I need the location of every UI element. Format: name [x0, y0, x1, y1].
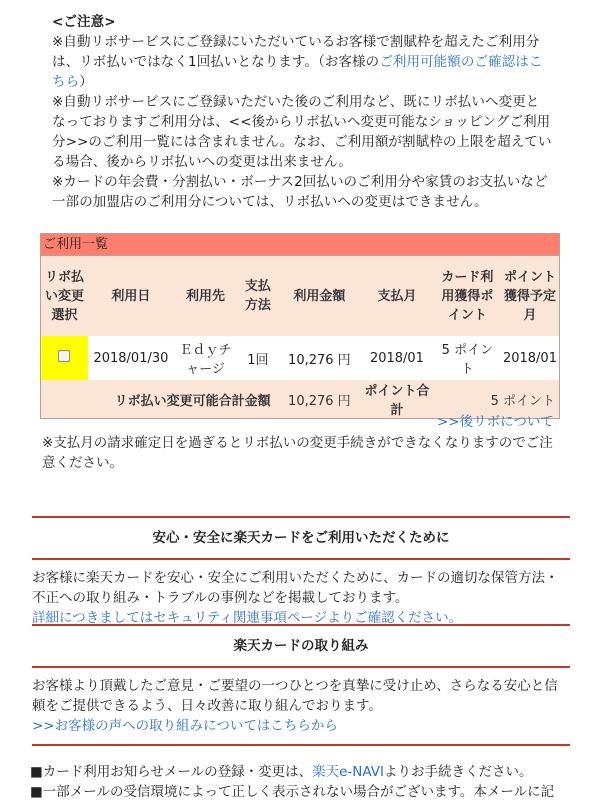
safety-text: お客様に楽天カードを安心・安全にご利用いただくために、カードの適切な保管方法・不正への取り組み・トラブルの事例などを掲載しております。 [32, 570, 559, 606]
safety-title: 安心・安全に楽天カードをご利用いただくために [152, 530, 450, 546]
notice-p1-end: ） [79, 74, 93, 90]
bottom-line-1-post: よりお手続きください。 [383, 764, 533, 780]
notice-p1-text: ※自動リボサービスにご登録にいただいているお客様で割賦枠を超えたご利用分は、リボ払いではなく1回払いとなります。（お客様の [52, 34, 540, 70]
cell-points: 5 ポイント [441, 343, 494, 377]
header-method: 支払方法 [237, 256, 279, 337]
header-date: 利用日 [88, 256, 174, 337]
cell-point-month: 2018/01 [502, 350, 557, 366]
header-amount: 利用金額 [279, 256, 360, 337]
after-revo-link[interactable]: >>後リボについて [437, 414, 554, 430]
total-label: リボ払い変更可能合計金額 [41, 380, 279, 419]
notice-heading: <ご注意> [52, 14, 116, 30]
header-point-month: ポイント獲得予定月 [501, 256, 560, 337]
cell-pay-month: 2018/01 [369, 350, 424, 366]
cell-method: 1回 [247, 352, 269, 368]
header-merchant: 利用先 [174, 256, 237, 337]
total-points-label: ポイント合計 [360, 380, 434, 419]
total-points: 5 ポイント [434, 380, 560, 419]
cell-date: 2018/01/30 [93, 350, 169, 366]
total-amount: 10,276 円 [279, 380, 360, 419]
post-note: ※支払月の請求確定日を過ぎるとリボ払いの変更手続きができなくなりますのでご注意ください。 [42, 435, 553, 471]
notice-paragraph-1 [52, 32, 552, 92]
table-row [41, 336, 560, 380]
cell-merchant: Ｅｄｙチャージ [179, 343, 232, 377]
security-page-link[interactable]: 詳細につきましてはセキュリティ関連事項ページよりご確認ください。 [32, 610, 463, 626]
header-points: カード利用獲得ポイント [434, 256, 501, 337]
bottom-line-2: ■一部メールの受信環境によって正しく表示されない場合がございます。本メールに記 [30, 784, 555, 800]
usage-table-header-row [41, 256, 560, 337]
header-select: リボ払い変更選択 [41, 256, 88, 337]
efforts-title: 楽天カードの取り組み [233, 638, 369, 654]
bottom-line-1-pre: ■カード利用お知らせメールの登録・変更は、 [30, 764, 313, 780]
cell-amount: 10,276 円 [288, 352, 351, 368]
safety-body [32, 560, 570, 628]
usage-table [40, 233, 560, 419]
efforts-text: お客様より頂戴したご意見・ご要望の一つひとつを真摯に受け止め、さらなる安心と信頼をご提供できるよう、日々改善に取り組んでおります。 [32, 678, 558, 714]
notice-section [52, 12, 552, 212]
section-divider [32, 744, 570, 746]
bottom-notes [30, 762, 575, 802]
efforts-section [32, 624, 570, 746]
notice-paragraph-3: ※カードの年会費・分割払い・ボーナス2回払いのご利用分や家賃のお支払いなど一部の加盟店のご利用分については、リボ払いへの変更はできません。 [52, 174, 548, 210]
e-navi-link[interactable]: 楽天e-NAVI [312, 764, 384, 780]
revo-select-cell [41, 336, 88, 380]
notice-paragraph-2: ※自動リボサービスにご登録いただいた後のご利用など、既にリボ払いへ変更となっておりますご利用分は、<<後からリボ払いへ変更可能なショッピングご利用分>>のご利用一覧には含まれません。なお、ご利用額が割賦枠の上限を超えている場合、後からリボ払いへの変更は出来ません。 [52, 94, 552, 170]
efforts-body [32, 668, 570, 736]
available-credit-link[interactable]: ご利用可能額のご確認はこちら [52, 54, 543, 90]
header-pay-month: 支払月 [360, 256, 434, 337]
customer-voice-link[interactable]: >>お客様の声への取り組みについてはこちらから [32, 718, 338, 734]
bottom-line-1 [30, 762, 575, 782]
usage-table-caption: ご利用一覧 [40, 233, 560, 255]
revo-select-checkbox[interactable] [58, 350, 70, 362]
safety-section [32, 516, 570, 628]
